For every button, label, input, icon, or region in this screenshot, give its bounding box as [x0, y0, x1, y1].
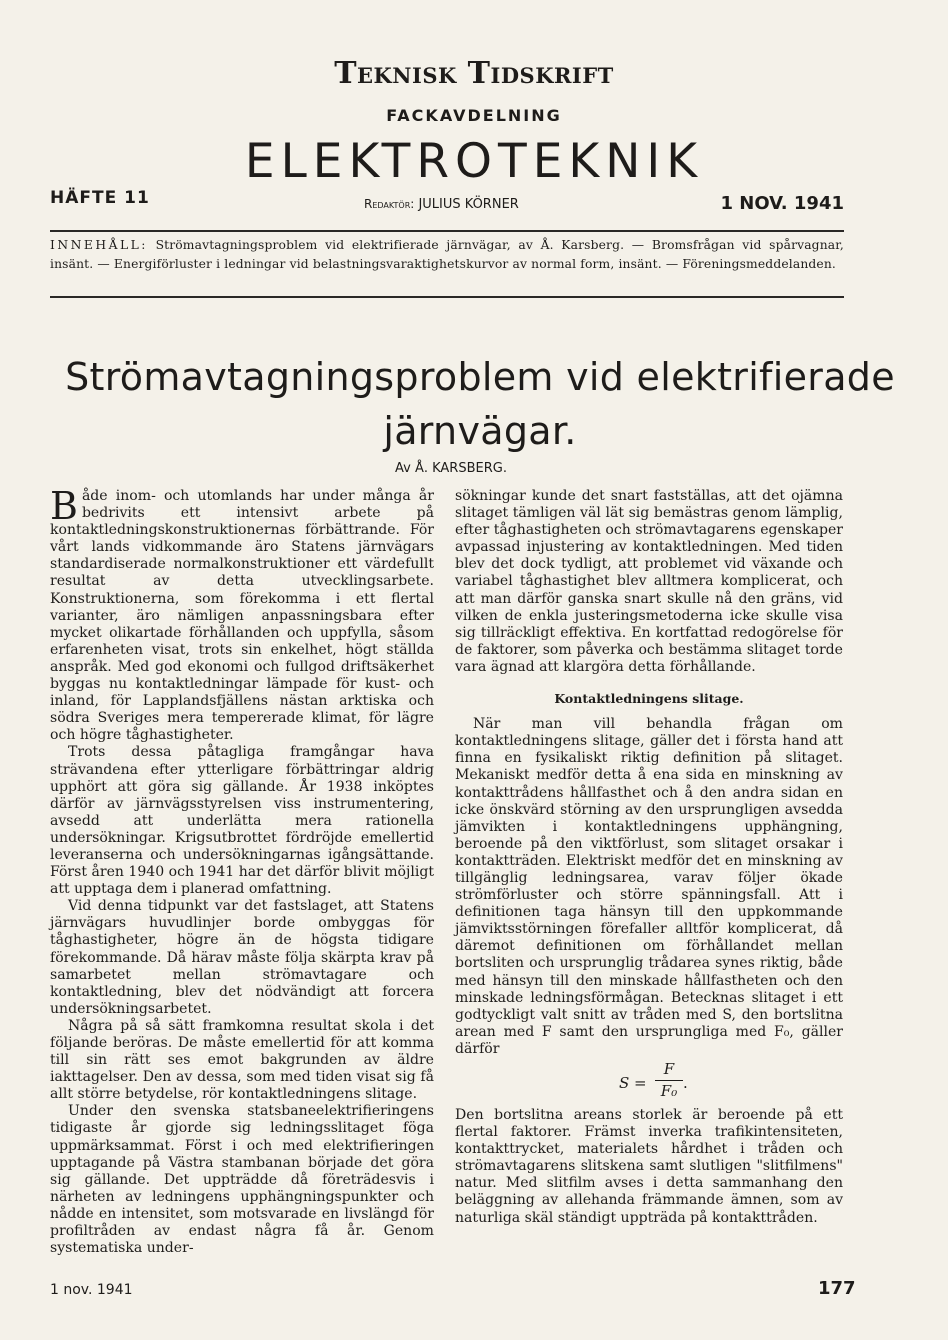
contents-text: Strömavtagningsproblem vid elektrifierade järnvägar, av Å. Karsberg. — Bromsfrågan vid spårvagnar, insänt. — Energiförluster i ledningar vid belastningsvaraktighetskurvor av normal form, insänt. — Föreningsmeddelanden. — [50, 238, 844, 271]
paragraph: Under den svenska statsbaneelektrifieringens tidigaste år gjorde sig ledningsslitaget föga uppmärksammat. Först i och med elektrifieringen upptagande på Västra stambanan började det göra sig gällande. Det uppträdde då företrädesvis i närheten av ledningens upphängningspunkter och nådde en intensitet, som motsvarade en livslängd för profiltråden av endast några få år. Genom systematiska under- — [50, 1103, 434, 1257]
editor-line — [364, 197, 519, 212]
formula-denominator: F₀ — [660, 1082, 678, 1101]
page-number: 177 — [818, 1278, 856, 1299]
paragraph: Både inom- och utomlands har under många år bedrivits ett intensivt arbete på kontaktledningskonstruktionernas förbättrande. För vårt lands vidkommande äro Statens järnvägars standardiserade normalkonstruktioner ett värdefullt resultat av detta utvecklingsarbete. Konstruktionerna, som förekomma i ett flertal varianter, äro nämligen anpassningsbara efter mycket olikartade förhållanden och uppfylla, såsom erfarenheten visat, trots sin enkelhet, högt ställda anspråk. Med god ekonomi och fullgod driftsäkerhet byggas nu kontaktledningar lämpade för kust- och inland, för Lapplandsfjällens nästan arktiska och södra Sveriges mera tempererade klimat, för lägre och högre tåghastigheter. — [50, 484, 434, 744]
divider-top — [50, 230, 844, 232]
contents-label: INNEHÅLL: — [50, 238, 148, 252]
issue-date: 1 NOV. 1941 — [720, 193, 844, 214]
fraction-bar — [655, 1080, 683, 1081]
paragraph: Några på så sätt framkomna resultat skola i det följande beröras. De måste emellertid för att komma till sin rätt ses emot bakgrunden av äldre iakttagelser. Den av dessa, som med tiden visat sig få allt större betydelse, rör kontaktledningens slitage. — [50, 1017, 434, 1103]
journal-title: Teknisk Tidskrift — [334, 56, 614, 91]
editor-label: Redaktör: — [364, 197, 415, 211]
formula-end: . — [683, 1074, 688, 1092]
paragraph: Vid denna tidpunkt var det fastslaget, att Statens järnvägars huvudlinjer borde ombyggas för tåghastigheter, högre än de högsta tidigare förekommande. Då härav måste följa skärpta krav på samarbetet mellan strömavtagare och kontaktledning, blev det nödvändigt att forcera undersökningsarbetet. — [50, 898, 434, 1017]
byline: Av Å. KARSBERG. — [395, 461, 507, 476]
editor-name: JULIUS KÖRNER — [418, 197, 519, 212]
paragraph: Den bortslitna areans storlek är beroende på ett flertal faktorer. Främst inverka trafikintensiteten, kontakttrycket, materialets hårdhet i tråden och strömavtagarens slitskena samt slutligen "slitfilmens" natur. Med slitfilm avses i detta sammanhang den beläggning av allehanda främmande ämnen, som av naturliga skäl ständigt uppträda på kontakttråden. — [455, 1107, 843, 1226]
formula-fraction — [655, 1061, 683, 1100]
paragraph: När man vill behandla frågan om kontaktledningens slitage, gäller det i första hand att finna en fysikaliskt riktig definition på slitaget. Mekaniskt medför detta å ena sida en minskning av kontakttrådens hållfasthet och å den andra sidan en icke önskvärd störning av den ursprungligen avsedda jämvikten i kontaktledningens upphängning, beroende på den viktförlust, som slitaget orsakar i kontaktträden. Elektriskt medför det en minskning av tillgänglig ledningsarea, varav följer ökade strömförluster och större spänningsfall. Att i definitionen taga hänsyn till den uppkommande jämviktsstörningen förefaller alltför komplicerat, då däremot definitionen om förhållandet mellan bortsliten och ursprunglig trådarea synes riktig, både med hänsyn till den minskade hållfastheten och den minskade ledningsförmågan. Betecknas slitaget i ett godtyckligt valt snitt av tråden med S, den bortslitna arean med F samt den ursprungliga med F₀, gäller därför — [455, 716, 843, 1057]
divider-bottom — [50, 296, 844, 298]
issue-number: HÄFTE 11 — [50, 188, 150, 208]
section-title: ELEKTROTEKNIK — [244, 134, 704, 189]
formula — [455, 1061, 843, 1107]
column-right — [455, 488, 843, 1227]
formula-lhs: S = — [619, 1074, 647, 1092]
subheading: Kontaktledningens slitage. — [554, 691, 744, 707]
article-title-line1: Strömavtagningsproblem vid elektrifierade — [65, 355, 895, 399]
table-of-contents — [50, 236, 844, 274]
footer-date: 1 nov. 1941 — [50, 1282, 133, 1298]
column-left — [50, 484, 434, 1257]
section-label: FACKAVDELNING — [386, 106, 562, 125]
paragraph: sökningar kunde det snart fastställas, att det ojämna slitaget tämligen väl lät sig bemästras genom lämplig, efter tåghastigheten och strömavtagarens egenskaper avpassad injustering av kontaktledningen. Med tiden blev det dock tydligt, att problemet vid växande och variabel tåghastighet blev alltmera komplicerat, och att man därför ganska snart skulle nå den gräns, vid vilken de enkla justeringsmetoderna icke skulle visa sig tillräckligt effektiva. En kortfattad redogörelse för de faktorer, som påverka och bestämma slitaget torde vara ägnad att klargöra detta förhållande. — [455, 488, 843, 675]
drop-cap: B — [50, 484, 78, 528]
article-title-line2: järnvägar. — [383, 409, 577, 453]
formula-numerator: F — [663, 1060, 675, 1078]
paragraph: Trots dessa påtagliga framgångar hava strävandena efter ytterligare förbättringar aldrig upphört att göra sig gällande. År 1938 inköptes därför av järnvägsstyrelsen viss instrumentering, avsedd att underlätta mera rationella undersökningar. Krigsutbrottet fördröjde emellertid leveranserna och undersökningarnas igångsättande. Först åren 1940 och 1941 har det därför blivit möjligt att upptaga dem i planerad omfattning. — [50, 744, 434, 898]
article-title — [50, 350, 910, 458]
